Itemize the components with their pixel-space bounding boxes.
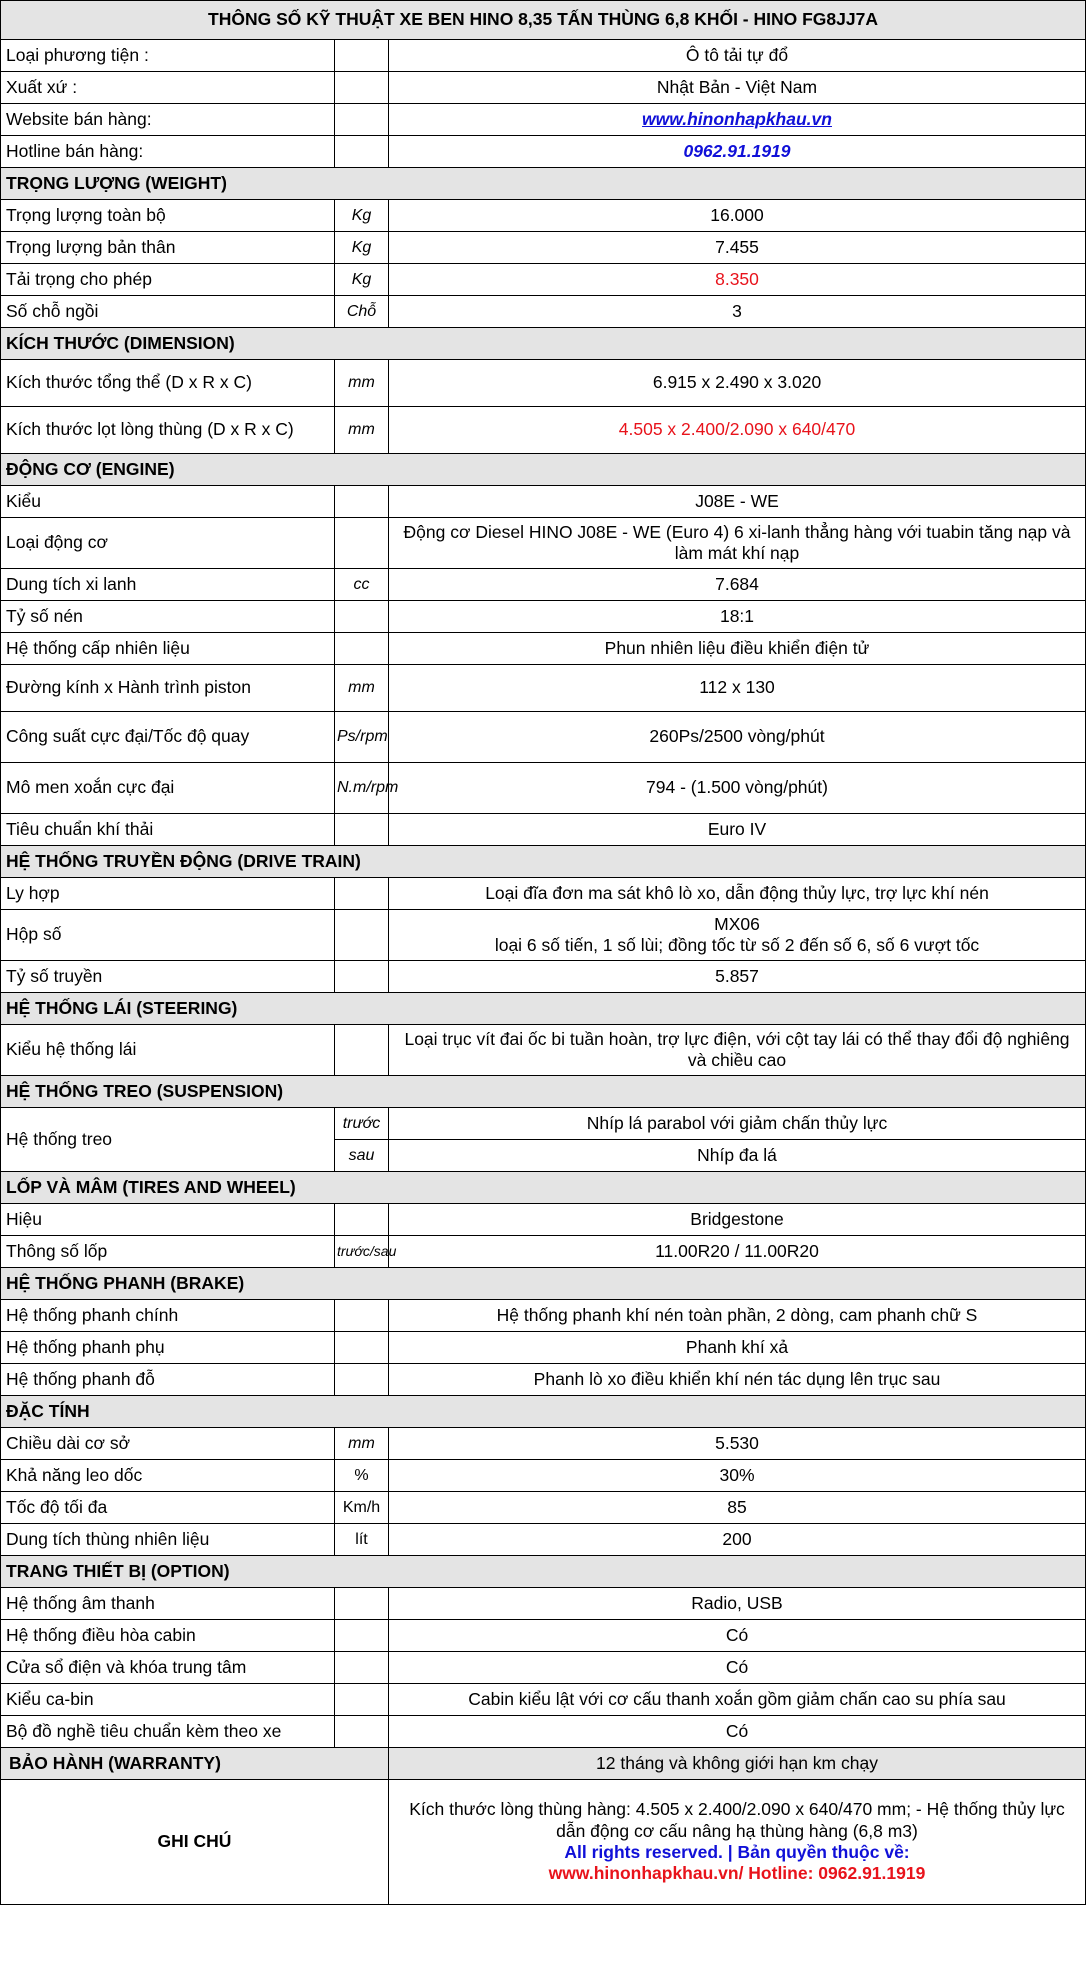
table-row xyxy=(1,360,1086,407)
row-label: Hệ thống phanh phụ xyxy=(1,1332,335,1364)
table-row xyxy=(1,763,1086,814)
title-row xyxy=(1,1,1086,40)
row-label: Hệ thống điều hòa cabin xyxy=(1,1620,335,1652)
row-unit xyxy=(335,878,389,910)
row-label: Trọng lượng toàn bộ xyxy=(1,200,335,232)
row-unit: cc xyxy=(335,569,389,601)
table-row xyxy=(1,814,1086,846)
table-row xyxy=(1,1300,1086,1332)
spec-title: THÔNG SỐ KỸ THUẬT XE BEN HINO 8,35 TẤN THÙNG 6,8 KHỐI - HINO FG8JJ7A xyxy=(1,1,1086,40)
row-unit xyxy=(335,814,389,846)
table-row xyxy=(1,1588,1086,1620)
row-label: Ly hợp xyxy=(1,878,335,910)
row-value: Bridgestone xyxy=(389,1204,1086,1236)
row-value: 260Ps/2500 vòng/phút xyxy=(389,712,1086,763)
section-header-drivetrain: HỆ THỐNG TRUYỀN ĐỘNG (DRIVE TRAIN) xyxy=(1,846,1086,878)
row-unit: mm xyxy=(335,1428,389,1460)
row-label: Tỷ số nén xyxy=(1,601,335,633)
table-row xyxy=(1,1620,1086,1652)
row-value: 794 - (1.500 vòng/phút) xyxy=(389,763,1086,814)
table-row xyxy=(1,200,1086,232)
row-label: Đường kính x Hành trình piston xyxy=(1,665,335,712)
section-header-weight: TRỌNG LƯỢNG (WEIGHT) xyxy=(1,168,1086,200)
section-header-tires: LỐP VÀ MÂM (TIRES AND WHEEL) xyxy=(1,1172,1086,1204)
row-label: Khả năng leo dốc xyxy=(1,1460,335,1492)
row-unit: % xyxy=(335,1460,389,1492)
section-header-row xyxy=(1,168,1086,200)
row-unit: sau xyxy=(335,1140,389,1172)
row-value: Loại trục vít đai ốc bi tuần hoàn, trợ lực điện, với cột tay lái có thể thay đổi độ nghiêng và chiều cao xyxy=(389,1025,1086,1076)
table-row xyxy=(1,1524,1086,1556)
gearbox-description: loại 6 số tiến, 1 số lùi; đồng tốc từ số 2 đến số 6, số 6 vượt tốc xyxy=(494,935,980,955)
row-unit xyxy=(335,961,389,993)
table-row xyxy=(1,264,1086,296)
section-header-row xyxy=(1,846,1086,878)
hotline-cell xyxy=(389,136,1086,168)
row-unit xyxy=(335,104,389,136)
row-unit: Ps/rpm xyxy=(335,712,389,763)
contact-text[interactable]: www.hinonhapkhau.vn/ Hotline: 0962.91.1919 xyxy=(548,1863,926,1884)
row-value: Có xyxy=(389,1716,1086,1748)
row-unit: Kg xyxy=(335,264,389,296)
row-label: Hộp số xyxy=(1,910,335,961)
row-value: Loại đĩa đơn ma sát khô lò xo, dẫn động thủy lực, trợ lực khí nén xyxy=(389,878,1086,910)
row-value: Phanh lò xo điều khiển khí nén tác dụng lên trục sau xyxy=(389,1364,1086,1396)
row-unit xyxy=(335,1332,389,1364)
row-label: Loại động cơ xyxy=(1,518,335,569)
row-unit xyxy=(335,910,389,961)
note-label: GHI CHÚ xyxy=(1,1780,389,1905)
row-unit xyxy=(335,72,389,104)
table-row xyxy=(1,1492,1086,1524)
row-label: Website bán hàng: xyxy=(1,104,335,136)
row-value: Có xyxy=(389,1652,1086,1684)
row-unit xyxy=(335,1652,389,1684)
row-label: Cửa sổ điện và khóa trung tâm xyxy=(1,1652,335,1684)
row-value: 11.00R20 / 11.00R20 xyxy=(389,1236,1086,1268)
row-unit: trước/sau xyxy=(335,1236,389,1268)
rights-text: All rights reserved. | Bản quyền thuộc về: xyxy=(564,1842,910,1862)
table-row xyxy=(1,104,1086,136)
row-value: Nhíp đa lá xyxy=(389,1140,1086,1172)
row-unit xyxy=(335,1300,389,1332)
row-value: 85 xyxy=(389,1492,1086,1524)
row-label: Kiểu ca-bin xyxy=(1,1684,335,1716)
table-row xyxy=(1,1684,1086,1716)
row-value: 200 xyxy=(389,1524,1086,1556)
section-header-steering: HỆ THỐNG LÁI (STEERING) xyxy=(1,993,1086,1025)
section-header-engine: ĐỘNG CƠ (ENGINE) xyxy=(1,454,1086,486)
table-row xyxy=(1,1460,1086,1492)
section-header-row xyxy=(1,1556,1086,1588)
section-header-options: TRANG THIẾT BỊ (OPTION) xyxy=(1,1556,1086,1588)
row-label: Hiệu xyxy=(1,1204,335,1236)
gearbox-value xyxy=(389,910,1086,961)
table-row xyxy=(1,601,1086,633)
section-header-row xyxy=(1,1396,1086,1428)
row-label: Hệ thống phanh đỗ xyxy=(1,1364,335,1396)
warranty-row xyxy=(1,1748,1086,1780)
row-label: Kiểu xyxy=(1,486,335,518)
row-label: Chiều dài cơ sở xyxy=(1,1428,335,1460)
row-label: Tỷ số truyền xyxy=(1,961,335,993)
row-unit xyxy=(335,518,389,569)
note-cell xyxy=(389,1780,1086,1905)
row-unit: Km/h xyxy=(335,1492,389,1524)
row-label: Tải trọng cho phép xyxy=(1,264,335,296)
row-label: Số chỗ ngồi xyxy=(1,296,335,328)
row-value: Ô tô tải tự đổ xyxy=(389,40,1086,72)
table-row xyxy=(1,407,1086,454)
row-unit: Kg xyxy=(335,232,389,264)
row-unit: mm xyxy=(335,407,389,454)
row-value: 4.505 x 2.400/2.090 x 640/470 xyxy=(389,407,1086,454)
row-unit xyxy=(335,486,389,518)
table-row xyxy=(1,1025,1086,1076)
table-row xyxy=(1,961,1086,993)
gearbox-model: MX06 xyxy=(714,913,760,934)
row-unit xyxy=(335,633,389,665)
row-label: Kích thước lọt lòng thùng (D x R x C) xyxy=(1,407,335,454)
row-unit: Chỗ xyxy=(335,296,389,328)
section-header-row xyxy=(1,328,1086,360)
row-value: Euro IV xyxy=(389,814,1086,846)
note-text: Kích thước lòng thùng hàng: 4.505 x 2.400/2.090 x 640/470 mm; - Hệ thống thủy lực dẫn động cơ cấu nâng hạ thùng hàng (6,8 m3) xyxy=(409,1799,1065,1841)
row-unit: trước xyxy=(335,1108,389,1140)
row-unit: mm xyxy=(335,360,389,407)
table-row xyxy=(1,232,1086,264)
row-unit: lít xyxy=(335,1524,389,1556)
row-label: Hệ thống treo xyxy=(1,1108,335,1172)
row-value: 6.915 x 2.490 x 3.020 xyxy=(389,360,1086,407)
table-row xyxy=(1,1364,1086,1396)
row-label: Hệ thống cấp nhiên liệu xyxy=(1,633,335,665)
row-value: 7.455 xyxy=(389,232,1086,264)
table-row xyxy=(1,136,1086,168)
table-row xyxy=(1,518,1086,569)
table-row xyxy=(1,633,1086,665)
row-unit: N.m/rpm xyxy=(335,763,389,814)
row-value: Phun nhiên liệu điều khiển điện tử xyxy=(389,633,1086,665)
row-value: 5.857 xyxy=(389,961,1086,993)
table-row xyxy=(1,296,1086,328)
section-header-row xyxy=(1,1268,1086,1300)
section-header-row xyxy=(1,454,1086,486)
row-label: Thông số lốp xyxy=(1,1236,335,1268)
row-value: Động cơ Diesel HINO J08E - WE (Euro 4) 6 xi-lanh thẳng hàng với tuabin tăng nạp và làm mát khí nạp xyxy=(389,518,1086,569)
row-label: Trọng lượng bản thân xyxy=(1,232,335,264)
row-value: 112 x 130 xyxy=(389,665,1086,712)
warranty-label: BẢO HÀNH (WARRANTY) xyxy=(1,1748,389,1780)
table-row xyxy=(1,1332,1086,1364)
row-value: 18:1 xyxy=(389,601,1086,633)
row-label: Hệ thống phanh chính xyxy=(1,1300,335,1332)
row-unit xyxy=(335,1588,389,1620)
row-value: 5.530 xyxy=(389,1428,1086,1460)
table-row xyxy=(1,486,1086,518)
section-header-suspension: HỆ THỐNG TREO (SUSPENSION) xyxy=(1,1076,1086,1108)
table-row xyxy=(1,1716,1086,1748)
note-row xyxy=(1,1780,1086,1905)
table-row xyxy=(1,569,1086,601)
row-unit xyxy=(335,1364,389,1396)
row-unit xyxy=(335,1204,389,1236)
row-label: Dung tích thùng nhiên liệu xyxy=(1,1524,335,1556)
row-value: 7.684 xyxy=(389,569,1086,601)
row-label: Công suất cực đại/Tốc độ quay xyxy=(1,712,335,763)
row-label: Bộ đồ nghề tiêu chuẩn kèm theo xe xyxy=(1,1716,335,1748)
row-value: J08E - WE xyxy=(389,486,1086,518)
row-label: Hệ thống âm thanh xyxy=(1,1588,335,1620)
row-value: Nhật Bản - Việt Nam xyxy=(389,72,1086,104)
row-unit xyxy=(335,1684,389,1716)
warranty-value: 12 tháng và không giới hạn km chạy xyxy=(389,1748,1086,1780)
row-value: Có xyxy=(389,1620,1086,1652)
table-row xyxy=(1,1428,1086,1460)
row-label: Dung tích xi lanh xyxy=(1,569,335,601)
row-label: Kích thước tổng thể (D x R x C) xyxy=(1,360,335,407)
section-header-row xyxy=(1,1172,1086,1204)
row-unit xyxy=(335,1025,389,1076)
row-label: Kiểu hệ thống lái xyxy=(1,1025,335,1076)
row-value: 8.350 xyxy=(389,264,1086,296)
section-header-row xyxy=(1,1076,1086,1108)
row-label: Xuất xứ : xyxy=(1,72,335,104)
table-row xyxy=(1,712,1086,763)
row-label: Tốc độ tối đa xyxy=(1,1492,335,1524)
table-row xyxy=(1,72,1086,104)
row-label: Mô men xoắn cực đại xyxy=(1,763,335,814)
row-label: Loại phương tiện : xyxy=(1,40,335,72)
table-row xyxy=(1,665,1086,712)
row-unit xyxy=(335,1620,389,1652)
row-unit xyxy=(335,601,389,633)
table-row xyxy=(1,1652,1086,1684)
row-label: Tiêu chuẩn khí thải xyxy=(1,814,335,846)
table-row xyxy=(1,1236,1086,1268)
website-link[interactable]: www.hinonhapkhau.vn xyxy=(642,108,832,129)
row-value: 30% xyxy=(389,1460,1086,1492)
section-header-dimension: KÍCH THƯỚC (DIMENSION) xyxy=(1,328,1086,360)
section-header-row xyxy=(1,993,1086,1025)
row-value: Radio, USB xyxy=(389,1588,1086,1620)
table-row xyxy=(1,878,1086,910)
table-row xyxy=(1,40,1086,72)
hotline-number: 0962.91.1919 xyxy=(683,140,791,161)
section-header-features: ĐẶC TÍNH xyxy=(1,1396,1086,1428)
row-unit: Kg xyxy=(335,200,389,232)
row-unit xyxy=(335,1716,389,1748)
row-unit xyxy=(335,40,389,72)
row-unit xyxy=(335,136,389,168)
table-row xyxy=(1,1108,1086,1140)
row-value: 3 xyxy=(389,296,1086,328)
row-label: Hotline bán hàng: xyxy=(1,136,335,168)
table-row xyxy=(1,1204,1086,1236)
row-value: 16.000 xyxy=(389,200,1086,232)
table-row xyxy=(1,910,1086,961)
row-value: Cabin kiểu lật với cơ cấu thanh xoắn gồm giảm chấn cao su phía sau xyxy=(389,1684,1086,1716)
section-header-brake: HỆ THỐNG PHANH (BRAKE) xyxy=(1,1268,1086,1300)
website-cell xyxy=(389,104,1086,136)
row-value: Phanh khí xả xyxy=(389,1332,1086,1364)
row-value: Nhíp lá parabol với giảm chấn thủy lực xyxy=(389,1108,1086,1140)
row-value: Hệ thống phanh khí nén toàn phần, 2 dòng, cam phanh chữ S xyxy=(389,1300,1086,1332)
row-unit: mm xyxy=(335,665,389,712)
